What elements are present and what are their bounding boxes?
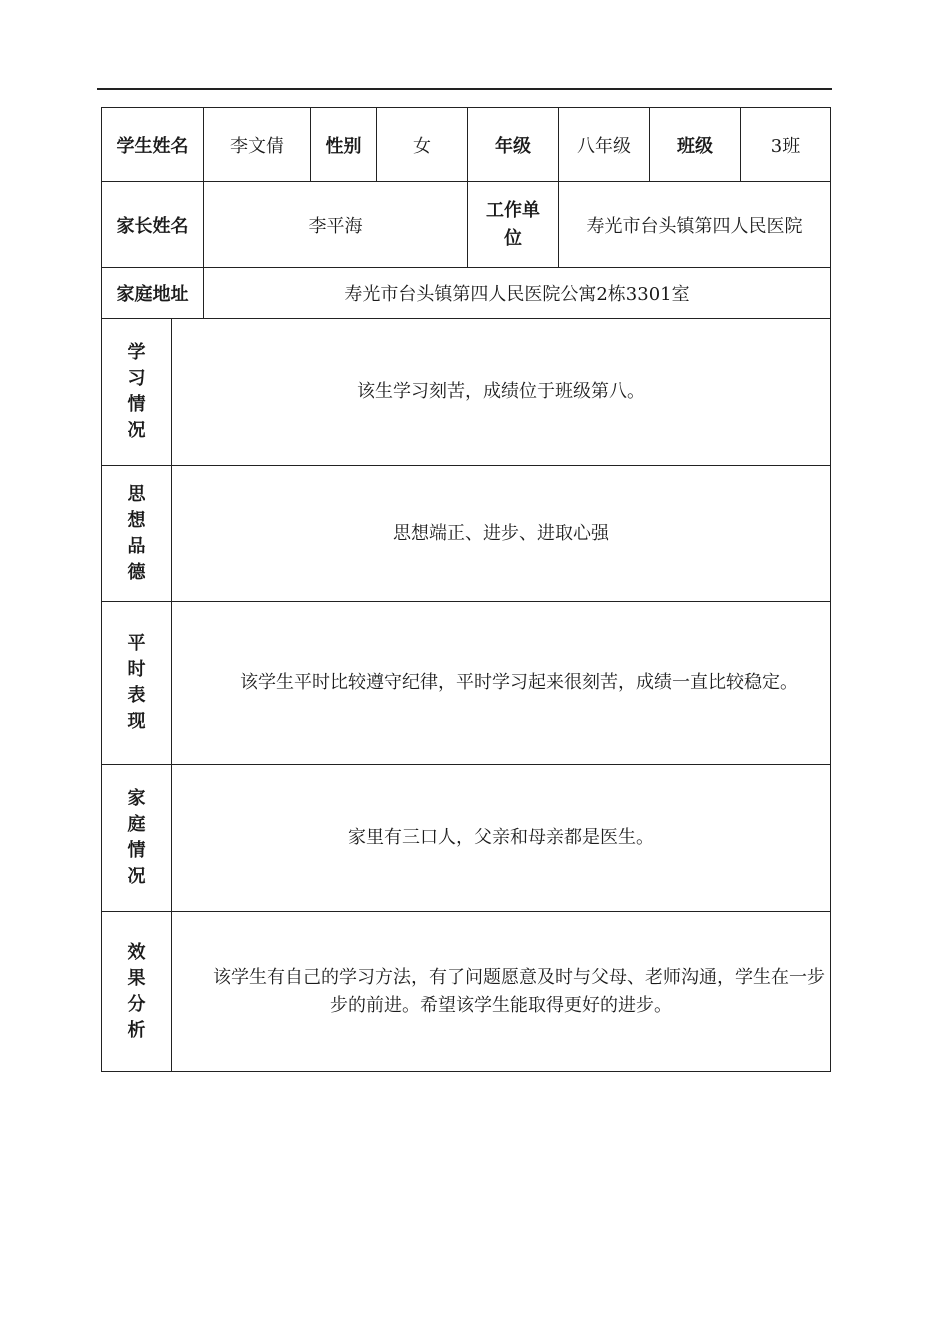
section-row-analysis (102, 912, 831, 1072)
section-content-study: 该生学习刻苦，成绩位于班级第八。 (172, 319, 831, 466)
grade-value: 八年级 (559, 108, 650, 182)
gender-label: 性别 (311, 108, 377, 182)
parent-info-row (102, 182, 831, 268)
section-label-study-text: 学习情况 (127, 342, 146, 441)
parent-name-value: 李平海 (204, 182, 468, 268)
address-row (102, 268, 831, 319)
class-label: 班级 (650, 108, 741, 182)
basic-info-row (102, 108, 831, 182)
class-value: 3班 (741, 108, 831, 182)
section-row-study (102, 319, 831, 466)
student-info-form (101, 107, 831, 1072)
work-unit-label-text: 工作单位 (486, 199, 540, 249)
section-label-analysis (102, 912, 172, 1072)
section-label-family (102, 765, 172, 912)
section-content-morality: 思想端正、进步、进取心强 (172, 466, 831, 602)
section-label-analysis-text: 效果分析 (127, 941, 146, 1041)
section-label-behavior-text: 平时表现 (127, 633, 146, 732)
student-name-label: 学生姓名 (102, 108, 204, 182)
address-label: 家庭地址 (102, 268, 204, 319)
section-label-morality (102, 466, 172, 602)
section-label-family-text: 家庭情况 (127, 788, 146, 887)
header-rule (97, 88, 832, 90)
section-label-morality-text: 思想品德 (127, 483, 146, 583)
section-content-family: 家里有三口人，父亲和母亲都是医生。 (172, 765, 831, 912)
parent-name-label: 家长姓名 (102, 182, 204, 268)
student-name-value: 李文倩 (204, 108, 311, 182)
work-unit-label (468, 182, 559, 268)
section-label-behavior (102, 602, 172, 765)
section-label-study (102, 319, 172, 466)
work-unit-value: 寿光市台头镇第四人民医院 (559, 182, 831, 268)
section-content-analysis: 该学生有自己的学习方法，有了问题愿意及时与父母、老师沟通，学生在一步步的前进。希望该学生能取得更好的进步。 (172, 912, 831, 1072)
section-content-behavior: 该学生平时比较遵守纪律，平时学习起来很刻苦，成绩一直比较稳定。 (172, 602, 831, 765)
address-value: 寿光市台头镇第四人民医院公寓2栋3301室 (204, 268, 831, 319)
section-row-family (102, 765, 831, 912)
grade-label: 年级 (468, 108, 559, 182)
section-row-morality (102, 466, 831, 602)
section-row-behavior (102, 602, 831, 765)
gender-value: 女 (377, 108, 468, 182)
